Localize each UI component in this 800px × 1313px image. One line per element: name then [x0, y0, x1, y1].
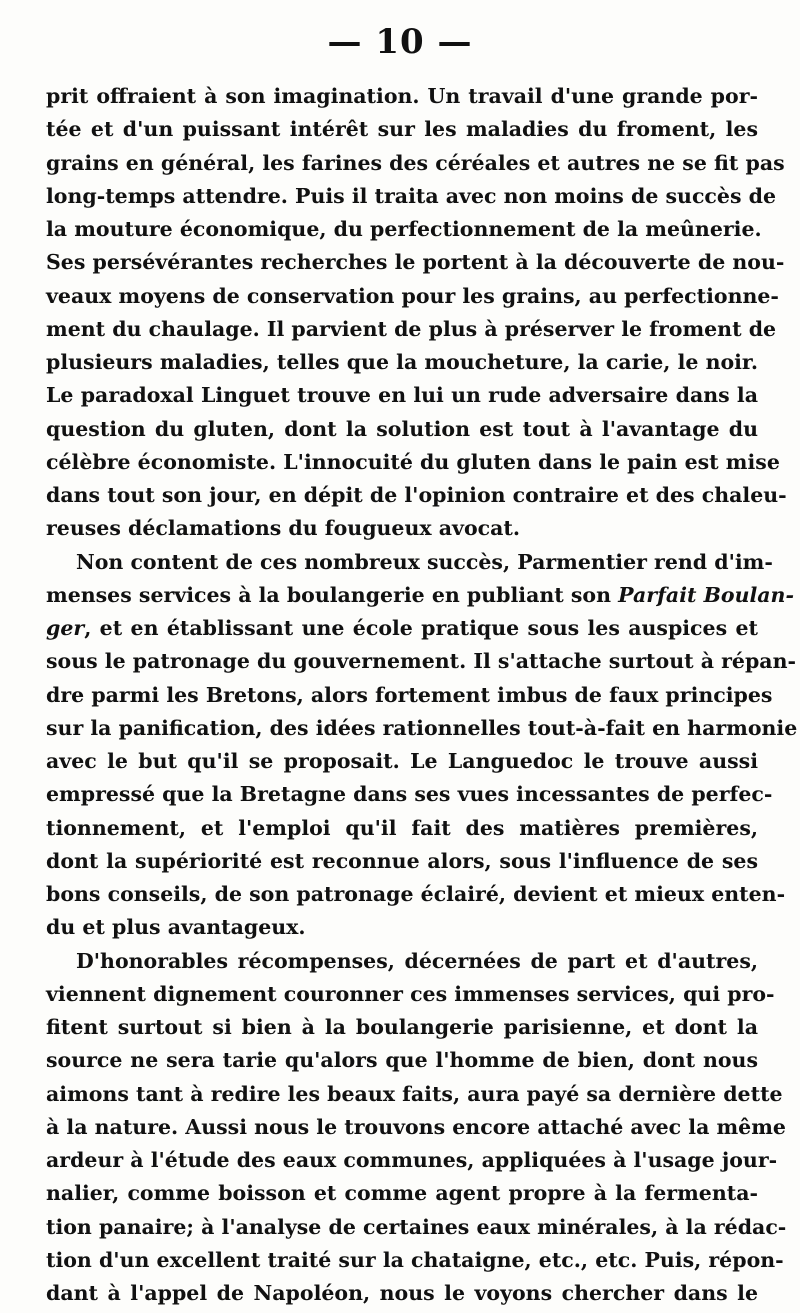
- page-body-text: [46, 80, 798, 1310]
- text-line: grains en général, les farines des céréales et autres ne se fit pas: [46, 150, 785, 175]
- text-line: D'honorables récompenses, décernées de part et d'autres,: [76, 948, 758, 973]
- page-number: — 10 —: [327, 22, 473, 62]
- text-line: dans tout son jour, en dépit de l'opinion contraire et des chaleu-: [46, 483, 787, 507]
- text-line: à la nature. Aussi nous le trouvons encore attaché avec la même: [46, 1114, 786, 1139]
- text-line: veaux moyens de conservation pour les grains, au perfectionne-: [46, 283, 779, 308]
- text-line: tion panaire; à l'analyse de certaines eaux minérales, à la rédac-: [46, 1214, 787, 1239]
- text-line: ment du chaulage. Il parvient de plus à préserver le froment de: [46, 316, 777, 341]
- text-line: avec le but qu'il se proposait. Le Languedoc le trouve aussi: [46, 749, 758, 773]
- book-title-italic: ger: [46, 616, 85, 640]
- text-line: fitent surtout si bien à la boulangerie parisienne, et dont la: [46, 1015, 758, 1039]
- text-line: plusieurs maladies, telles que la moucheture, la carie, le noir.: [46, 350, 758, 374]
- text-line: sur la panification, des idées rationnelles tout-à-fait en harmonie: [46, 715, 798, 740]
- text-line: bons conseils, de son patronage éclairé, devient et mieux enten-: [46, 882, 786, 906]
- text-line: célèbre économiste. L'innocuité du gluten dans le pain est mise: [46, 449, 780, 474]
- text-line: ardeur à l'étude des eaux communes, appliquées à l'usage jour-: [46, 1148, 778, 1172]
- text-line: empressé que la Bretagne dans ses vues incessantes de perfec-: [46, 782, 773, 807]
- text-line: aimons tant à redire les beaux faits, aura payé sa dernière dette: [46, 1081, 783, 1106]
- text-line: sous le patronage du gouvernement. Il s'attache surtout à répan-: [46, 649, 796, 674]
- text-line: tion d'un excellent traité sur la chataigne, etc., etc. Puis, répon-: [46, 1247, 784, 1272]
- text-line: menses services à la boulangerie en publiant son Parfait Boulan-: [46, 582, 794, 607]
- text-line: dont la supériorité est reconnue alors, sous l'influence de ses: [46, 848, 758, 873]
- text-line: prit offraient à son imagination. Un travail d'une grande por-: [46, 84, 758, 108]
- text-line: viennent dignement couronner ces immenses services, qui pro-: [46, 981, 775, 1006]
- text-line: Non content de ces nombreux succès, Parmentier rend d'im-: [76, 549, 773, 574]
- text-line: question du gluten, dont la solution est tout à l'avantage du: [46, 416, 758, 441]
- text-line: du et plus avantageux.: [46, 915, 306, 940]
- text-line: dant à l'appel de Napoléon, nous le voyons chercher dans le: [46, 1281, 758, 1305]
- text-line: source ne sera tarie qu'alors que l'homme de bien, dont nous: [46, 1048, 758, 1073]
- text-line: long-temps attendre. Puis il traita avec non moins de succès de: [46, 183, 777, 208]
- text-line: la mouture économique, du perfectionnement de la meûnerie.: [46, 217, 762, 241]
- text-line: Le paradoxal Linguet trouve en lui un rude adversaire dans la: [46, 383, 758, 408]
- book-title-italic: Parfait Boulan-: [618, 582, 794, 607]
- text-line: reuses déclamations du fougueux avocat.: [46, 516, 520, 541]
- text-line: dre parmi les Bretons, alors fortement imbus de faux principes: [46, 682, 773, 707]
- text-line: Ses persévérantes recherches le portent à la découverte de nou-: [46, 250, 785, 275]
- text-line: nalier, comme boisson et comme agent propre à la fermenta-: [46, 1181, 758, 1206]
- text-line: tée et d'un puissant intérêt sur les maladies du froment, les: [46, 117, 758, 142]
- text-line: ger, et en établissant une école pratique sous les auspices et: [46, 616, 758, 640]
- text-line: tionnement, et l'emploi qu'il fait des matières premières,: [46, 815, 758, 840]
